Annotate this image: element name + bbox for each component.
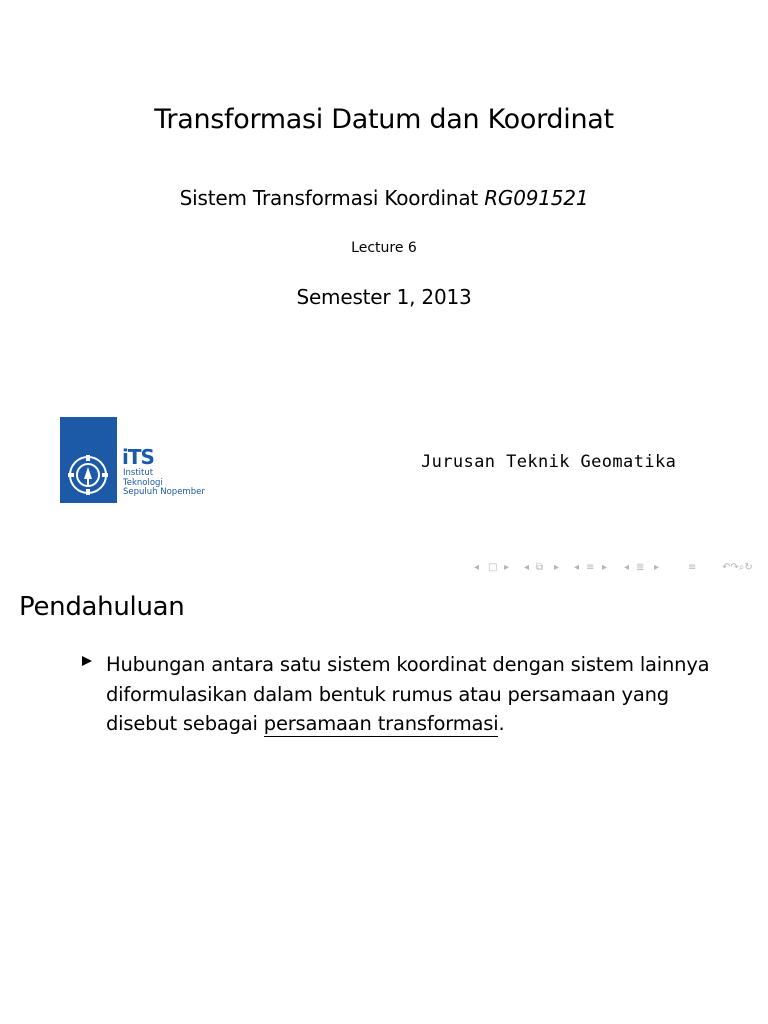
course-code: RG091521: [484, 186, 589, 210]
semester-date: Semester 1, 2013: [296, 285, 472, 309]
its-name-line: Sepuluh Nopember: [123, 487, 205, 497]
frame-title: Pendahuluan: [19, 592, 185, 622]
bullet-list: [82, 650, 742, 739]
subsection-prev-icon[interactable]: ◂: [524, 562, 530, 573]
bullet-triangle-icon: [82, 656, 92, 666]
bullet-period: .: [498, 712, 505, 735]
search-icon[interactable]: ↶↷⌕↻: [722, 562, 753, 573]
presentation-subtitle: [0, 186, 768, 210]
document-icon[interactable]: ≡: [688, 562, 697, 573]
section-prev-icon[interactable]: ◂: [574, 562, 580, 573]
department-name: Jurusan Teknik Geomatika: [421, 452, 677, 472]
intro-slide: [0, 580, 768, 1024]
frame-next-icon[interactable]: ▸: [504, 562, 510, 573]
subsection-next-icon[interactable]: ▸: [654, 562, 660, 573]
bullet-body: Hubungan antara satu sistem koordinat dengan sistem lainnya diformulasikan dalam bentuk rumus atau persamaan yang disebut sebagai: [106, 653, 710, 735]
subsection-next-icon[interactable]: ▸: [554, 562, 560, 573]
frame-icon[interactable]: □: [488, 562, 498, 573]
section-icon[interactable]: ≡: [586, 562, 595, 573]
bullet-item: [82, 650, 742, 739]
its-logo: [60, 417, 205, 503]
subsection-prev-icon[interactable]: ◂: [624, 562, 630, 573]
its-emblem-icon: [60, 417, 117, 503]
its-wordmark: iTS: [122, 445, 154, 469]
subsection-icon[interactable]: ⧉: [536, 562, 544, 573]
bullet-text: [106, 650, 742, 739]
section-next-icon[interactable]: ▸: [602, 562, 608, 573]
key-term: persamaan transformasi: [263, 712, 499, 735]
subsection-icon[interactable]: ≣: [636, 562, 645, 573]
presentation-title: Transformasi Datum dan Koordinat: [154, 104, 614, 135]
subtitle-text: Sistem Transformasi Koordinat: [179, 186, 479, 210]
frame-prev-icon[interactable]: ◂: [474, 562, 480, 573]
its-name-line: Teknologi: [123, 477, 163, 488]
its-full-name: [123, 469, 205, 498]
beamer-navigation-bar: [474, 561, 766, 575]
its-name-line: Institut: [123, 468, 154, 478]
lecture-number: Lecture 6: [351, 240, 417, 256]
